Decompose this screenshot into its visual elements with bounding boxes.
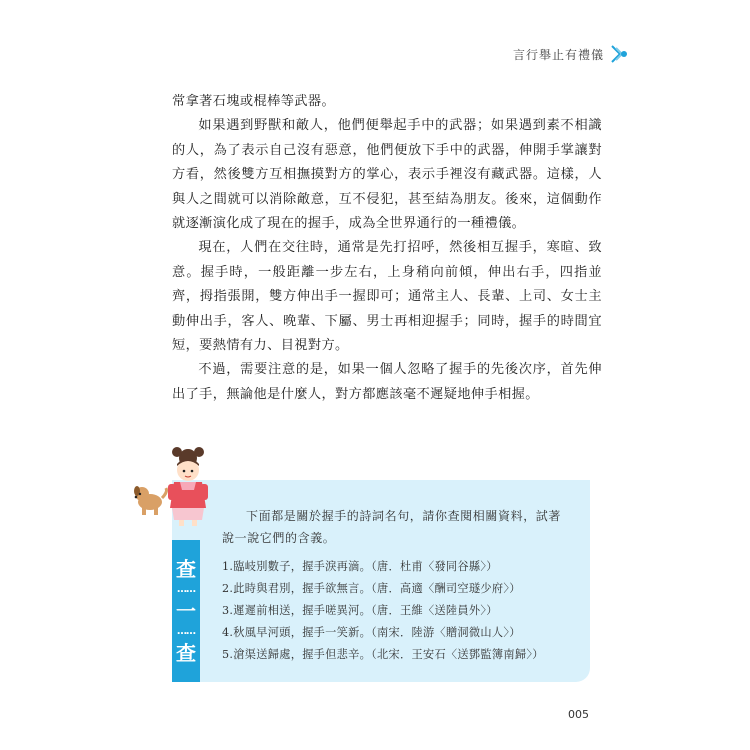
paragraph: 不過，需要注意的是，如果一個人忽略了握手的先後次序，首先伸出了手，無論他是什麼人，對方都應該毫不遲疑地伸手相握。 — [172, 362, 602, 402]
cloud-ornament-icon — [610, 44, 628, 64]
lookup-intro: 下面都是關於握手的詩詞名句，請你查閱相關資料，試著說一說它們的含義。 — [222, 509, 562, 545]
running-header — [513, 44, 628, 64]
poem-list — [222, 556, 544, 666]
list-item: 3.遲遲前相送，握手嗟異河。（唐．王維〈送陸員外〉） — [222, 604, 498, 617]
child-with-puppy-illustration — [132, 438, 224, 528]
body-text — [172, 90, 602, 407]
paragraph: 常拿著石塊或棍棒等武器。 — [172, 94, 336, 109]
tab-separator: …… — [177, 626, 195, 637]
list-item: 2.此時與君別，握手欲無言。（唐．高適〈酬司空璲少府〉） — [222, 582, 521, 595]
paragraph: 現在，人們在交往時，通常是先打招呼，然後相互握手，寒暄、致意。握手時，一般距離一步左右，上身稍向前傾，伸出右手，四指並齊，拇指張開，雙方伸出手一握即可；通常主人、長輩、上司、女士主動伸出手，客人、晚輩、下屬、男士再相迎握手；同時，握手的時間宜短，要熱情有力、目視對方。 — [172, 240, 602, 354]
lookup-tab — [172, 540, 200, 682]
list-item: 5.滄渠送歸處，握手但悲辛。（北宋．王安石〈送鄧監簿南歸〉） — [222, 648, 544, 661]
page-number: 005 — [568, 708, 589, 721]
chapter-title: 言行舉止有禮儀 — [512, 47, 604, 62]
tab-label-char: 查 — [176, 641, 196, 665]
paragraph: 如果遇到野獸和敵人，他們便舉起手中的武器；如果遇到素不相識的人，為了表示自己沒有惡意，他們便放下手中的武器，伸開手掌讓對方看，然後雙方互相撫摸對方的掌心，表示手裡沒有藏武器。這樣，人與人之間就可以消除敵意，互不侵犯，甚至結為朋友。後來，這個動作就逐漸演化成了現在的握手，成為全世界通行的一種禮儀。 — [172, 118, 602, 232]
tab-label-char: 一 — [176, 599, 196, 623]
list-item: 4.秋風早河頭，握手一笑新。（南宋．陸游〈贈洞微山人〉） — [222, 626, 521, 639]
list-item: 1.臨岐別數子，握手淚再滴。（唐．杜甫〈發同谷縣〉） — [222, 560, 498, 573]
tab-separator: …… — [177, 584, 195, 595]
tab-label-char: 查 — [176, 557, 196, 581]
